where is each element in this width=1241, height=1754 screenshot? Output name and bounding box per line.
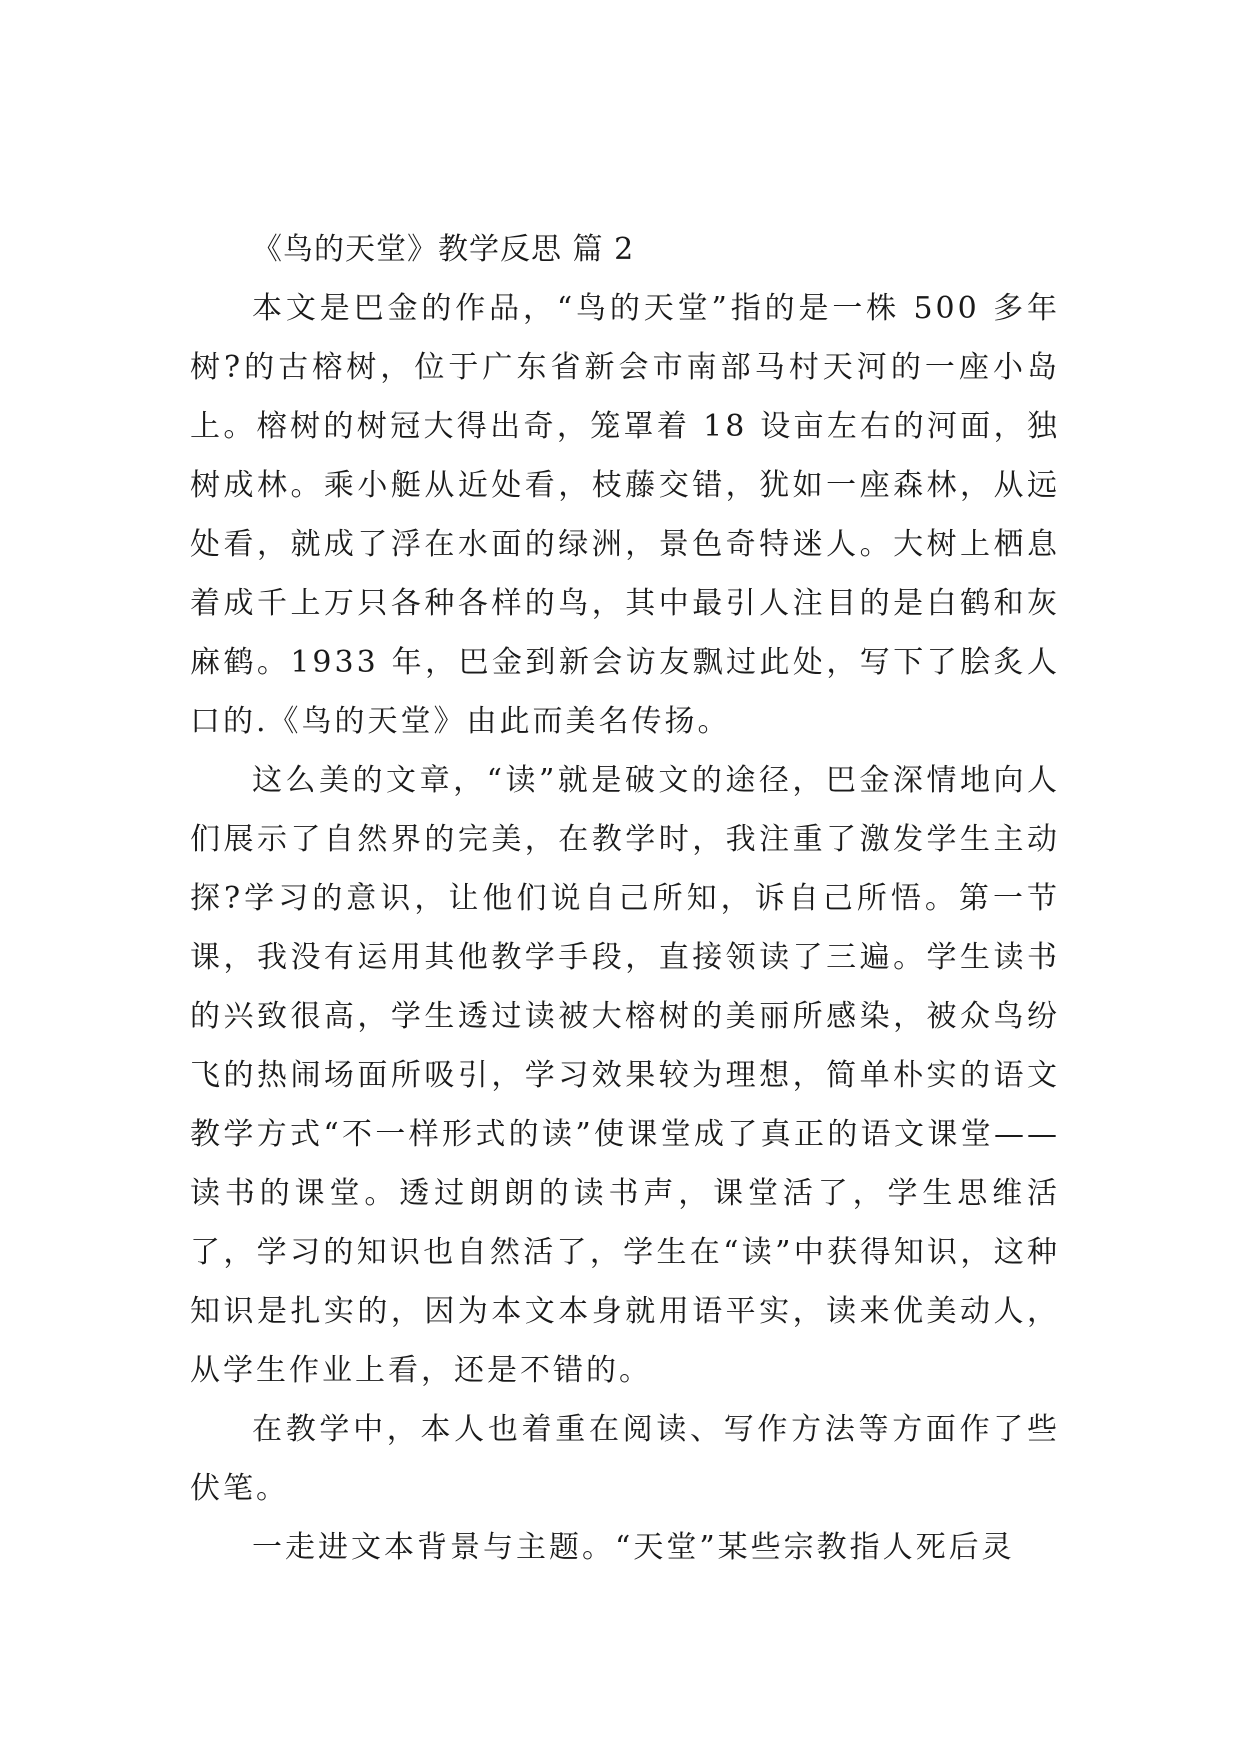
paragraph-2: 这么美的文章，“读”就是破文的途径，巴金深情地向人们展示了自然界的完美，在教学时，我注重了激发学生主动探?学习的意识，让他们说自己所知，诉自己所悟。第一节课，我没有运用其他教学手段，直接领读了三遍。学生读书的兴致很高，学生透过读被大榕树的美丽所感染，被众鸟纷飞的热闹场面所吸引，学习效果较为理想，简单朴实的语文教学方式“不一样形式的读”使课堂成了真正的语文课堂——读书的课堂。透过朗朗的读书声，课堂活了，学生思维活了，学习的知识也自然活了，学生在“读”中获得知识，这种知识是扎实的，因为本文本身就用语平实，读来优美动人，从学生作业上看，还是不错的。 (190, 763, 1060, 1388)
paragraph-4: 一走进文本背景与主题。“天堂”某些宗教指人死后灵 (252, 1530, 1015, 1565)
paragraph-1: 本文是巴金的作品，“鸟的天堂”指的是一株 500 多年树?的古榕树，位于广东省新会市南部马村天河的一座小岛上。榕树的树冠大得出奇，笼罩着 18 设亩左右的河面，独树成林。乘小艇从近处看，枝藤交错，犹如一座森林，从远处看，就成了浮在水面的绿洲，景色奇特迷人。大树上栖息着成千上万只各种各样的鸟，其中最引人注目的是白鹤和灰麻鹤。1933 年，巴金到新会访友飘过此处，写下了脍炙人口的.《鸟的天堂》由此而美名传扬。 (190, 291, 1060, 739)
document-title: 《鸟的天堂》教学反思 篇 2 (252, 232, 635, 267)
document-page (190, 220, 1060, 1577)
paragraph-3: 在教学中，本人也着重在阅读、写作方法等方面作了些伏笔。 (190, 1412, 1060, 1506)
